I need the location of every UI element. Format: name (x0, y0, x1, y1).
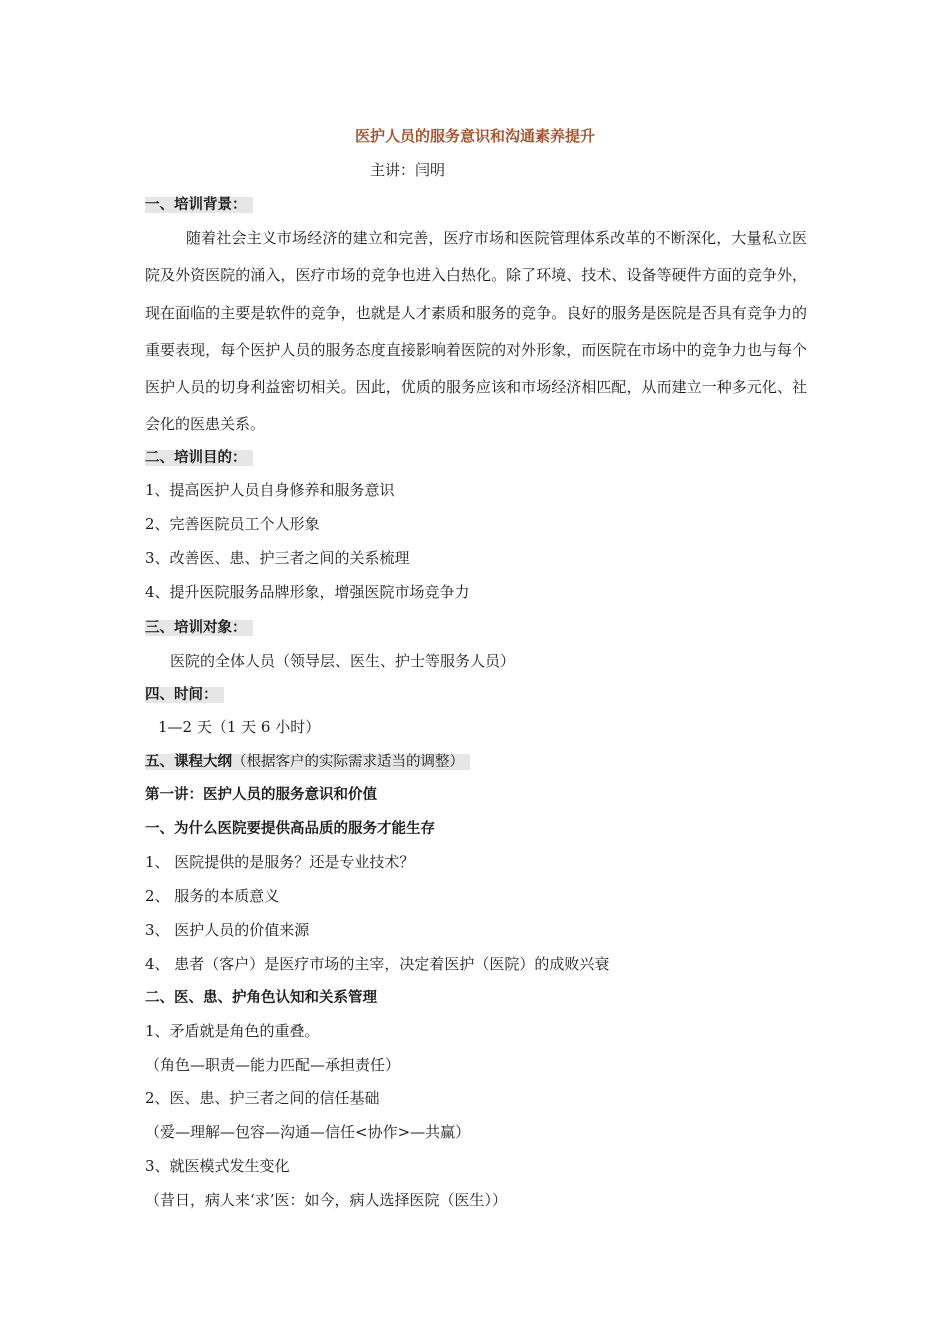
part-2-item: （角色—职责—能力匹配—承担责任） (145, 1056, 401, 1074)
section-heading-purpose-label: 二、培训目的： (145, 450, 253, 466)
part-1-item: 3、 医护人员的价值来源 (145, 921, 310, 939)
part-2-item: 2、医、患、护三者之间的信任基础 (145, 1089, 380, 1107)
section-heading-background (145, 194, 253, 215)
part-1-item: 2、 服务的本质意义 (145, 887, 280, 905)
purpose-item: 2、完善医院员工个人形象 (145, 515, 320, 533)
audience-text: 医院的全体人员（领导层、医生、护士等服务人员） (170, 652, 516, 670)
purpose-item: 4、提升医院服务品牌形象，增强医院市场竞争力 (145, 583, 470, 601)
purpose-item: 3、改善医、患、护三者之间的关系梳理 (145, 549, 410, 567)
outline-heading-note: （根据客户的实际需求适当的调整） (232, 754, 464, 770)
time-text: 1—2 天（1 天 6 小时） (158, 718, 321, 736)
purpose-item: 1、提高医护人员自身修养和服务意识 (145, 481, 395, 499)
section-heading-outline-label (145, 754, 470, 770)
speaker-line: 主讲：闫明 (370, 161, 446, 179)
section-heading-purpose (145, 447, 253, 468)
lecture-1-part-2-heading: 二、医、患、护角色认知和关系管理 (145, 990, 377, 1006)
part-2-item: （昔日，病人来‘求’医：如今，病人选择医院（医生）） (145, 1191, 508, 1209)
part-1-item: 4、 患者（客户）是医疗市场的主宰，决定着医护（医院）的成败兴衰 (145, 955, 610, 973)
section-heading-background-label: 一、培训背景： (145, 197, 253, 213)
outline-heading-text: 五、课程大纲 (145, 754, 232, 770)
section-heading-outline (145, 751, 470, 772)
part-2-item: （爱—理解—包容—沟通—信任<协作>—共赢） (145, 1123, 471, 1141)
part-1-item: 1、 医院提供的是服务？还是专业技术？ (145, 853, 415, 871)
section-heading-time (145, 684, 224, 705)
section-heading-audience-label: 三、培训对象： (145, 620, 253, 636)
document-title: 医护人员的服务意识和沟通素养提升 (354, 127, 595, 145)
part-2-item: 1、矛盾就是角色的重叠。 (145, 1022, 320, 1040)
lecture-1-part-1-heading: 一、为什么医院要提供高品质的服务才能生存 (145, 821, 435, 837)
section-heading-audience (145, 617, 253, 638)
section-heading-time-label: 四、时间： (145, 687, 224, 703)
lecture-1-title: 第一讲：医护人员的服务意识和价值 (145, 787, 377, 803)
background-paragraph: 随着社会主义市场经济的建立和完善，医疗市场和医院管理体系改革的不断深化，大量私立医院及外资医院的涌入，医疗市场的竞争也进入白热化。除了环境、技术、设备等硬件方面的竞争外，现在面临的主要是软件的竞争，也就是人才素质和服务的竞争。良好的服务是医院是否具有竞争力的重要表现，每个医护人员的服务态度直接影响着医院的对外形象，而医院在市场中的竞争力也与每个医护人员的切身利益密切相关。因此，优质的服务应该和市场经济相匹配，从而建立一种多元化、社会化的医患关系。 (145, 229, 807, 434)
part-2-item: 3、就医模式发生变化 (145, 1157, 290, 1175)
